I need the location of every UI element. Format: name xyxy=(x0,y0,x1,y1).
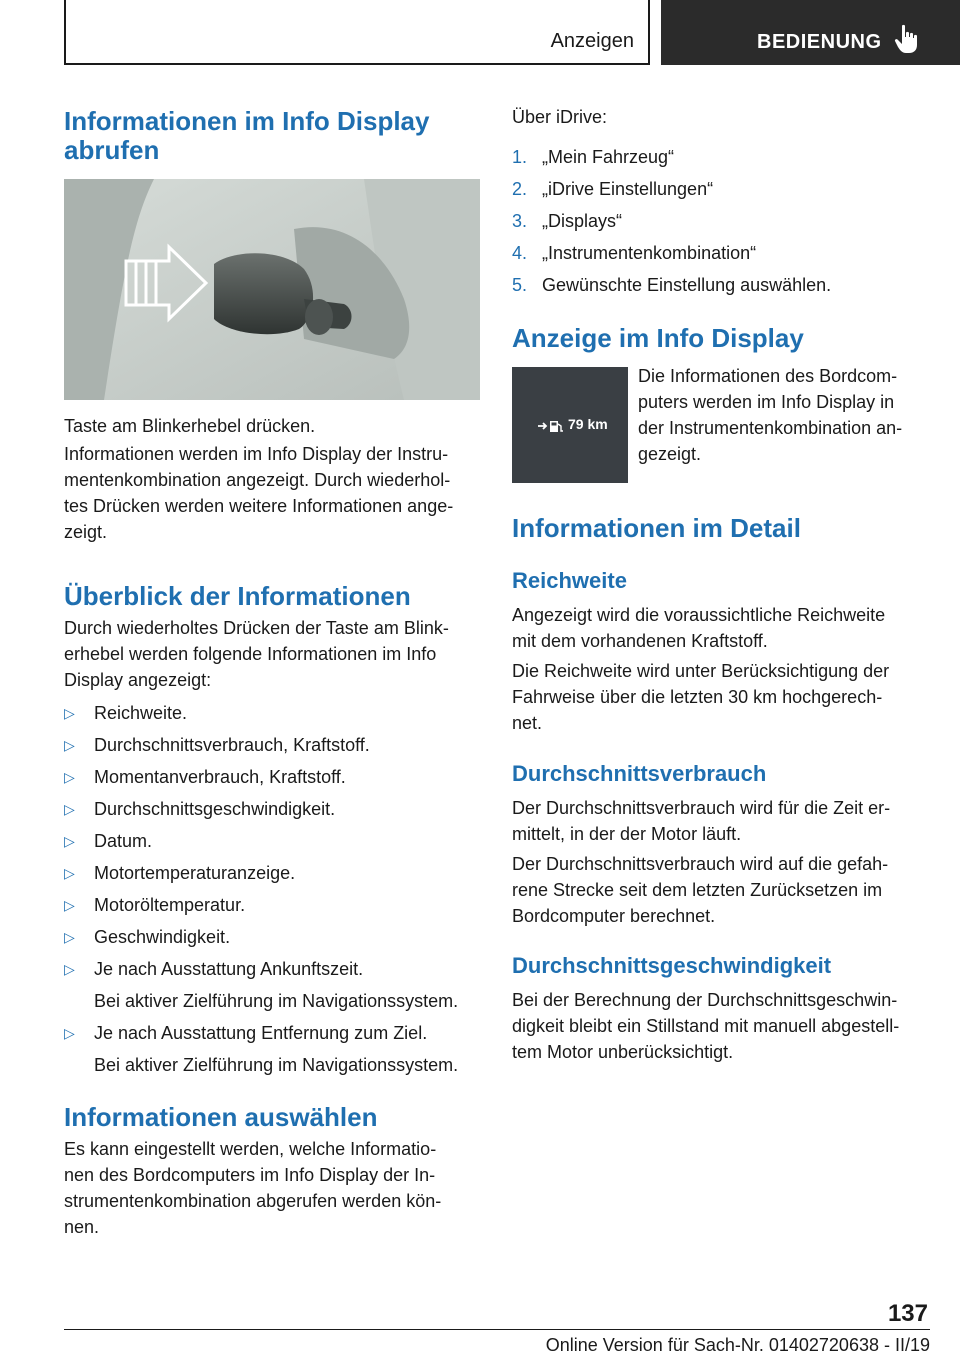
text-line: Es kann eingestellt werden, welche Informatio- xyxy=(64,1139,437,1159)
paragraph-info-display xyxy=(64,441,482,545)
text-line: Die Reichweite wird unter Berücksichtigung der xyxy=(512,661,890,681)
triangle-bullet-icon: ▷ xyxy=(64,897,75,913)
text-line: Der Durchschnittsverbrauch wird auf die gefah- xyxy=(512,854,889,874)
triangle-bullet-icon: ▷ xyxy=(64,865,75,881)
info-display-image xyxy=(512,367,628,483)
text-line: Angezeigt wird die voraussichtliche Reichweite xyxy=(512,605,886,625)
photo-turn-signal-lever xyxy=(64,179,480,400)
step-text: „Mein Fahrzeug“ xyxy=(542,147,675,167)
list-item-text: Durchschnittsverbrauch, Kraftstoff. xyxy=(94,735,370,755)
text-line: gezeigt. xyxy=(638,444,702,464)
text-line: Bei der Berechnung der Durchschnittsgeschwin- xyxy=(512,990,898,1010)
turn-signal-lever-illustration xyxy=(64,179,480,400)
list-item-note: Bei aktiver Zielführung im Navigationssystem. xyxy=(94,1055,459,1075)
footer-online-version: Online Version für Sach-Nr. 01402720638 - II/19 xyxy=(545,1335,930,1355)
text-line: Informationen werden im Info Display der Instru- xyxy=(64,444,449,464)
heading-info-abrufen-line2: abrufen xyxy=(64,135,160,165)
step-number: 1. xyxy=(512,147,528,167)
list-item-text: Motoröltemperatur. xyxy=(94,895,246,915)
heading-detail: Informationen im Detail xyxy=(512,513,801,543)
photo-caption: Taste am Blinkerhebel drücken. xyxy=(64,416,316,436)
triangle-bullet-icon: ▷ xyxy=(64,961,75,977)
step-text: Gewünschte Einstellung auswählen. xyxy=(542,275,832,295)
text-line: nen des Bordcomputers im Info Display der In- xyxy=(64,1165,436,1185)
display-range-value: 79 km xyxy=(568,416,608,432)
page-number: 137 xyxy=(887,1300,928,1327)
triangle-bullet-icon: ▷ xyxy=(64,833,75,849)
triangle-bullet-icon: ▷ xyxy=(64,769,75,785)
text-line: Bordcomputer berechnet. xyxy=(512,906,716,926)
subheading-durchschnittsverbrauch: Durchschnittsverbrauch xyxy=(512,761,767,786)
step-text: „Instrumentenkombination“ xyxy=(542,243,757,263)
header-section-box xyxy=(64,0,650,65)
triangle-bullet-icon: ▷ xyxy=(64,1025,75,1041)
step-number: 5. xyxy=(512,275,528,295)
text-line: erhebel werden folgende Informationen im Info xyxy=(64,644,437,664)
pointing-hand-icon xyxy=(893,24,921,54)
text-line: Durch wiederholtes Drücken der Taste am Blink- xyxy=(64,618,449,638)
triangle-bullet-icon: ▷ xyxy=(64,737,75,753)
text-line: zeigt. xyxy=(64,522,108,542)
triangle-bullet-icon: ▷ xyxy=(64,705,75,721)
text-line: puters werden im Info Display in xyxy=(638,392,895,412)
heading-anzeige: Anzeige im Info Display xyxy=(512,323,804,353)
text-line: digkeit bleibt ein Stillstand mit manuell abgestell- xyxy=(512,1016,900,1036)
paragraph-reichweite-1 xyxy=(512,602,930,654)
list-item-text: Je nach Ausstattung Ankunftszeit. xyxy=(94,959,364,979)
text-line: tem Motor unberücksichtigt. xyxy=(512,1042,734,1062)
text-line: rene Strecke seit dem letzten Zurücksetzen im xyxy=(512,880,883,900)
text-line: strumentenkombination abgerufen werden kön- xyxy=(64,1191,442,1211)
subheading-durchschnittsgeschwindigkeit: Durchschnittsgeschwindigkeit xyxy=(512,953,832,978)
footer-divider xyxy=(64,1329,930,1330)
heading-info-abrufen-line1: Informationen im Info Display xyxy=(64,106,430,136)
list-item-text: Momentanverbrauch, Kraftstoff. xyxy=(94,767,346,787)
paragraph-verbrauch-1 xyxy=(512,795,930,847)
paragraph-ueberblick xyxy=(64,615,482,693)
list-item-text: Motortemperaturanzeige. xyxy=(94,863,296,883)
text-line: Der Durchschnittsverbrauch wird für die Zeit er- xyxy=(512,798,891,818)
list-item-text: Durchschnittsgeschwindigkeit. xyxy=(94,799,336,819)
fuel-range-icon xyxy=(538,419,570,433)
idrive-intro: Über iDrive: xyxy=(512,107,608,127)
header-chapter-title: BEDIENUNG xyxy=(757,31,882,53)
paragraph-geschwindigkeit xyxy=(512,987,930,1065)
paragraph-auswaehlen xyxy=(64,1136,482,1240)
text-line: mittelt, in der der Motor läuft. xyxy=(512,824,742,844)
step-text: „iDrive Einstellungen“ xyxy=(542,179,714,199)
text-line: der Instrumentenkombination an- xyxy=(638,418,903,438)
heading-auswaehlen: Informationen auswählen xyxy=(64,1102,378,1132)
paragraph-verbrauch-2 xyxy=(512,851,930,929)
step-number: 2. xyxy=(512,179,528,199)
text-line: tes Drücken werden weitere Informationen ange- xyxy=(64,496,454,516)
subheading-reichweite: Reichweite xyxy=(512,568,627,593)
text-line: Die Informationen des Bordcom- xyxy=(638,366,898,386)
list-item-text: Datum. xyxy=(94,831,153,851)
text-line: Display angezeigt: xyxy=(64,670,212,690)
step-number: 3. xyxy=(512,211,528,231)
triangle-bullet-icon: ▷ xyxy=(64,801,75,817)
text-line: mit dem vorhandenen Kraftstoff. xyxy=(512,631,768,651)
text-line: Fahrweise über die letzten 30 km hochgerech- xyxy=(512,687,883,707)
list-item-text: Reichweite. xyxy=(94,703,188,723)
header-chapter-tab xyxy=(661,0,960,65)
text-line: mentenkombination angezeigt. Durch wiederhol- xyxy=(64,470,451,490)
triangle-bullet-icon: ▷ xyxy=(64,929,75,945)
paragraph-reichweite-2 xyxy=(512,658,930,736)
text-line: net. xyxy=(512,713,543,733)
step-text: „Displays“ xyxy=(542,211,623,231)
header-section-title: Anzeigen xyxy=(550,30,634,52)
heading-ueberblick: Überblick der Informationen xyxy=(64,581,411,611)
list-item-text: Geschwindigkeit. xyxy=(94,927,231,947)
text-line: nen. xyxy=(64,1217,100,1237)
step-number: 4. xyxy=(512,243,528,263)
list-item-text: Je nach Ausstattung Entfernung zum Ziel. xyxy=(94,1023,428,1043)
list-item-note: Bei aktiver Zielführung im Navigationssystem. xyxy=(94,991,459,1011)
paragraph-anzeige xyxy=(638,363,930,467)
